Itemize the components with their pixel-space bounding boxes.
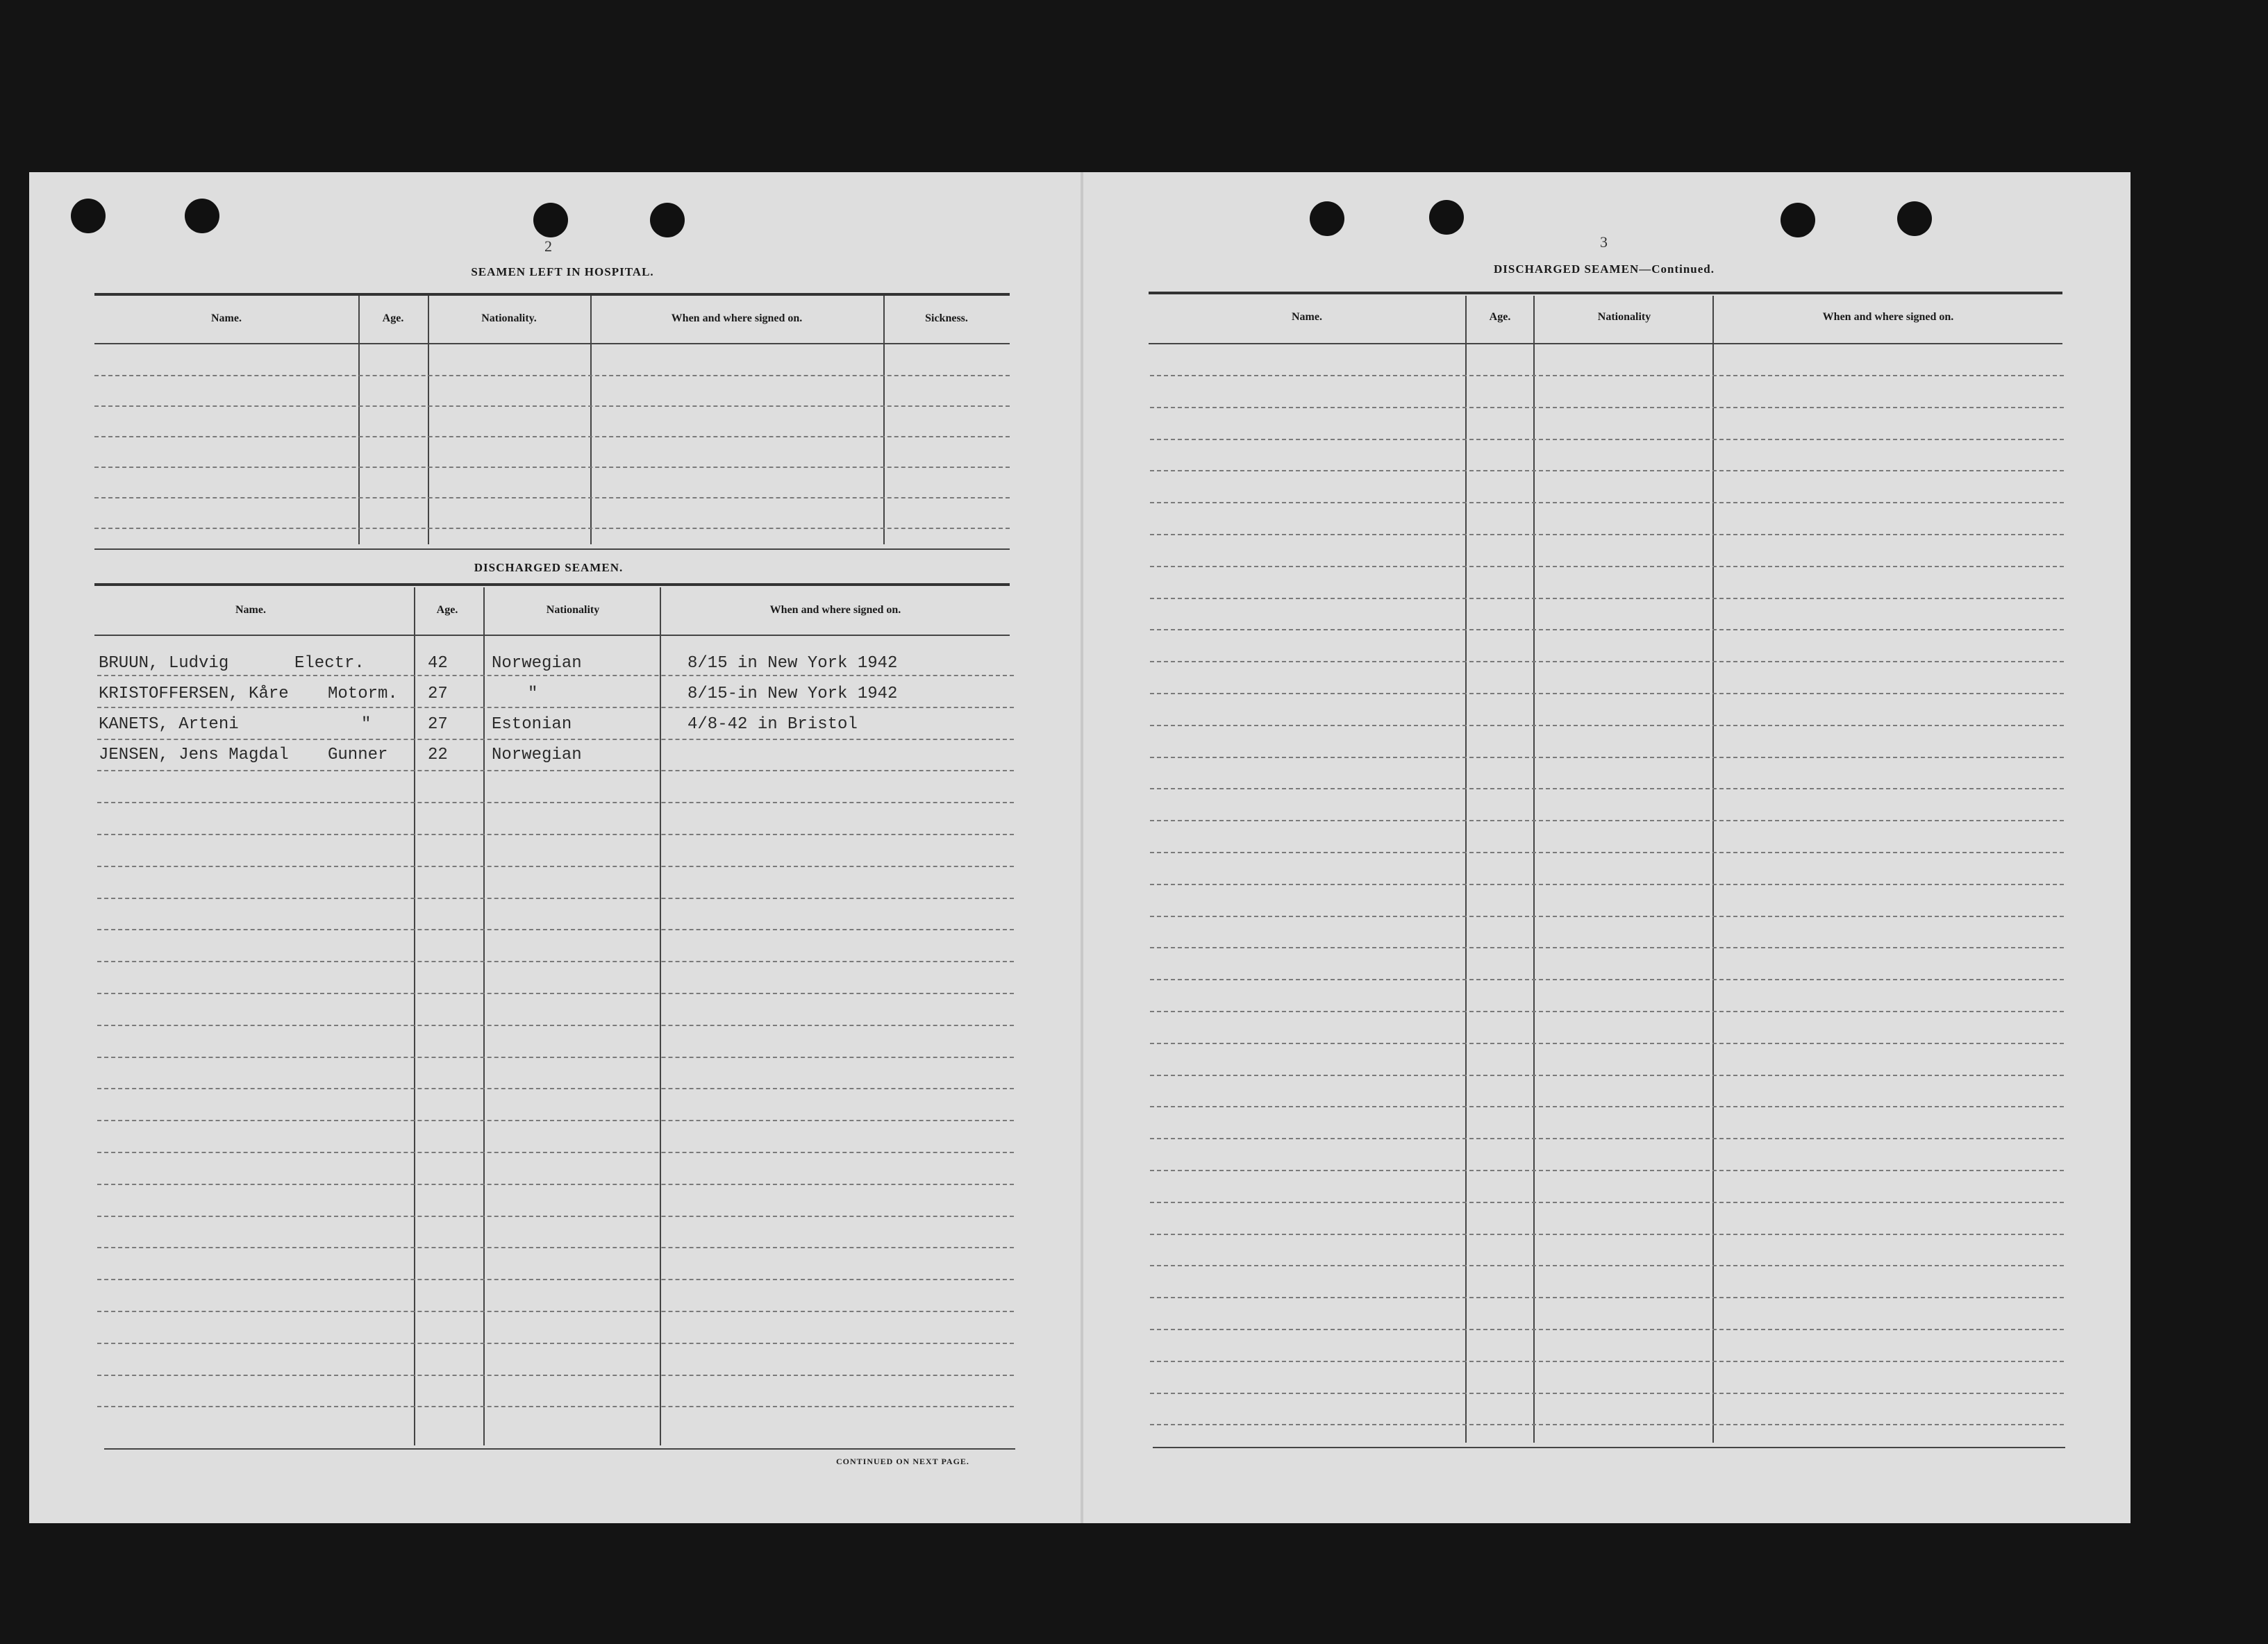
hospital-col-divider bbox=[428, 296, 429, 544]
right-bottom-rule bbox=[1153, 1447, 2065, 1448]
punch-hole bbox=[1897, 201, 1932, 236]
dotted-rule-line bbox=[1150, 1234, 2064, 1235]
seaman-name: JENSEN, Jens Magdal bbox=[99, 746, 289, 764]
dotted-rule-line bbox=[1150, 1297, 2064, 1298]
dotted-rule-line bbox=[1150, 884, 2064, 885]
discharged-col-age: Age. bbox=[436, 604, 458, 616]
dotted-rule-line bbox=[97, 1343, 1014, 1344]
dotted-rule-line bbox=[1150, 916, 2064, 917]
hospital-col-sickness: Sickness. bbox=[925, 312, 968, 324]
dotted-rule-line bbox=[97, 739, 1014, 740]
dotted-rule-line bbox=[97, 1088, 1014, 1089]
hospital-dotted-line bbox=[94, 497, 1010, 498]
dotted-rule-line bbox=[1150, 661, 2064, 662]
hospital-dotted-line bbox=[94, 375, 1010, 376]
seaman-rank: " bbox=[361, 715, 372, 734]
dotted-rule-line bbox=[97, 1184, 1014, 1185]
seaman-name: KANETS, Arteni bbox=[99, 715, 239, 734]
seaman-signed-on: 8/15 in New York 1942 bbox=[687, 654, 898, 673]
right-section-title: DISCHARGED SEAMEN—Continued. bbox=[1494, 262, 1715, 276]
discharged-col-nationality: Nationality bbox=[546, 604, 600, 616]
punch-hole bbox=[185, 199, 219, 233]
right-col-divider bbox=[1533, 296, 1535, 1443]
seaman-age: 42 bbox=[428, 654, 448, 673]
hospital-top-rule bbox=[94, 293, 1010, 296]
right-col-name: Name. bbox=[1292, 311, 1322, 323]
seaman-nationality: " bbox=[528, 685, 538, 703]
dotted-rule-line bbox=[1150, 375, 2064, 376]
dotted-rule-line bbox=[1150, 598, 2064, 599]
dotted-rule-line bbox=[97, 707, 1014, 708]
right-top-rule bbox=[1149, 292, 2062, 294]
seaman-nationality: Norwegian bbox=[492, 654, 582, 673]
dotted-rule-line bbox=[1150, 788, 2064, 789]
hospital-col-divider bbox=[883, 296, 885, 544]
dotted-rule-line bbox=[97, 675, 1014, 676]
seaman-nationality: Norwegian bbox=[492, 746, 582, 764]
discharged-top-rule bbox=[94, 583, 1010, 586]
dotted-rule-line bbox=[1150, 1265, 2064, 1266]
dotted-rule-line bbox=[97, 866, 1014, 867]
dotted-rule-line bbox=[1150, 1170, 2064, 1171]
dotted-rule-line bbox=[97, 961, 1014, 962]
dotted-rule-line bbox=[97, 1279, 1014, 1280]
dotted-rule-line bbox=[1150, 1075, 2064, 1076]
hospital-col-divider bbox=[590, 296, 592, 544]
discharged-bottom-rule bbox=[104, 1448, 1015, 1450]
hospital-col-age: Age. bbox=[382, 312, 404, 324]
dotted-rule-line bbox=[1150, 1424, 2064, 1425]
right-col-nationality: Nationality bbox=[1597, 311, 1651, 323]
dotted-rule-line bbox=[1150, 566, 2064, 567]
seaman-rank: Motorm. bbox=[328, 685, 398, 703]
seaman-nationality: Estonian bbox=[492, 715, 572, 734]
discharged-col-divider bbox=[483, 587, 485, 1445]
right-col-divider bbox=[1465, 296, 1467, 1443]
dotted-rule-line bbox=[1150, 1011, 2064, 1012]
dotted-rule-line bbox=[1150, 1361, 2064, 1362]
dotted-rule-line bbox=[1150, 725, 2064, 726]
hospital-col-signed-on: When and where signed on. bbox=[671, 312, 803, 324]
right-col-signed-on: When and where signed on. bbox=[1822, 311, 1954, 323]
punch-hole bbox=[1429, 200, 1464, 235]
right-page-number: 3 bbox=[1600, 233, 1608, 251]
dotted-rule-line bbox=[1150, 1329, 2064, 1330]
discharged-col-divider bbox=[660, 587, 661, 1445]
dotted-rule-line bbox=[97, 1025, 1014, 1026]
continued-note: CONTINUED ON NEXT PAGE. bbox=[836, 1457, 969, 1466]
seaman-age: 27 bbox=[428, 685, 448, 703]
punch-hole bbox=[533, 203, 568, 237]
discharged-header-rule bbox=[94, 635, 1010, 636]
dotted-rule-line bbox=[97, 1406, 1014, 1407]
dotted-rule-line bbox=[97, 898, 1014, 899]
seaman-rank: Gunner bbox=[328, 746, 388, 764]
dotted-rule-line bbox=[1150, 502, 2064, 503]
left-page-number: 2 bbox=[544, 237, 552, 255]
hospital-dotted-line bbox=[94, 405, 1010, 407]
discharged-col-signed-on: When and where signed on. bbox=[769, 604, 901, 616]
dotted-rule-line bbox=[97, 1247, 1014, 1248]
dotted-rule-line bbox=[1150, 693, 2064, 694]
right-header-rule bbox=[1149, 343, 2062, 344]
dotted-rule-line bbox=[1150, 629, 2064, 630]
right-col-divider bbox=[1712, 296, 1714, 1443]
dotted-rule-line bbox=[1150, 439, 2064, 440]
dotted-rule-line bbox=[97, 770, 1014, 771]
page-fold bbox=[1081, 172, 1083, 1523]
discharged-col-name: Name. bbox=[235, 604, 266, 616]
seaman-rank: Electr. bbox=[294, 654, 365, 673]
hospital-col-name: Name. bbox=[211, 312, 242, 324]
hospital-bottom-rule bbox=[94, 548, 1010, 550]
hospital-dotted-line bbox=[94, 528, 1010, 529]
punch-hole bbox=[1781, 203, 1815, 237]
dotted-rule-line bbox=[97, 1152, 1014, 1153]
dotted-rule-line bbox=[1150, 1138, 2064, 1139]
dotted-rule-line bbox=[1150, 1043, 2064, 1044]
punch-hole bbox=[650, 203, 685, 237]
dotted-rule-line bbox=[1150, 979, 2064, 980]
punch-hole bbox=[71, 199, 106, 233]
dotted-rule-line bbox=[1150, 947, 2064, 948]
dotted-rule-line bbox=[1150, 852, 2064, 853]
dotted-rule-line bbox=[1150, 470, 2064, 471]
dotted-rule-line bbox=[97, 1311, 1014, 1312]
dotted-rule-line bbox=[1150, 757, 2064, 758]
dotted-rule-line bbox=[97, 993, 1014, 994]
dotted-rule-line bbox=[97, 1375, 1014, 1376]
punch-hole bbox=[1310, 201, 1344, 236]
dotted-rule-line bbox=[97, 929, 1014, 930]
seaman-age: 22 bbox=[428, 746, 448, 764]
discharged-col-divider bbox=[414, 587, 415, 1445]
hospital-header-rule bbox=[94, 343, 1010, 344]
seaman-signed-on: 8/15-in New York 1942 bbox=[687, 685, 898, 703]
dotted-rule-line bbox=[1150, 1106, 2064, 1107]
hospital-section-title: SEAMEN LEFT IN HOSPITAL. bbox=[471, 265, 654, 278]
seaman-name: KRISTOFFERSEN, Kåre bbox=[99, 685, 289, 703]
hospital-col-divider bbox=[358, 296, 360, 544]
dotted-rule-line bbox=[97, 1120, 1014, 1121]
dotted-rule-line bbox=[1150, 407, 2064, 408]
seaman-age: 27 bbox=[428, 715, 448, 734]
right-col-age: Age. bbox=[1489, 311, 1511, 323]
discharged-section-title: DISCHARGED SEAMEN. bbox=[474, 561, 624, 574]
dotted-rule-line bbox=[97, 1057, 1014, 1058]
hospital-dotted-line bbox=[94, 436, 1010, 437]
hospital-col-nationality: Nationality. bbox=[481, 312, 537, 324]
dotted-rule-line bbox=[1150, 1393, 2064, 1394]
dotted-rule-line bbox=[1150, 534, 2064, 535]
dotted-rule-line bbox=[1150, 820, 2064, 821]
seaman-signed-on: 4/8-42 in Bristol bbox=[687, 715, 858, 734]
hospital-dotted-line bbox=[94, 467, 1010, 468]
dotted-rule-line bbox=[97, 1216, 1014, 1217]
seaman-name: BRUUN, Ludvig bbox=[99, 654, 229, 673]
dotted-rule-line bbox=[97, 802, 1014, 803]
dotted-rule-line bbox=[97, 834, 1014, 835]
dotted-rule-line bbox=[1150, 1202, 2064, 1203]
